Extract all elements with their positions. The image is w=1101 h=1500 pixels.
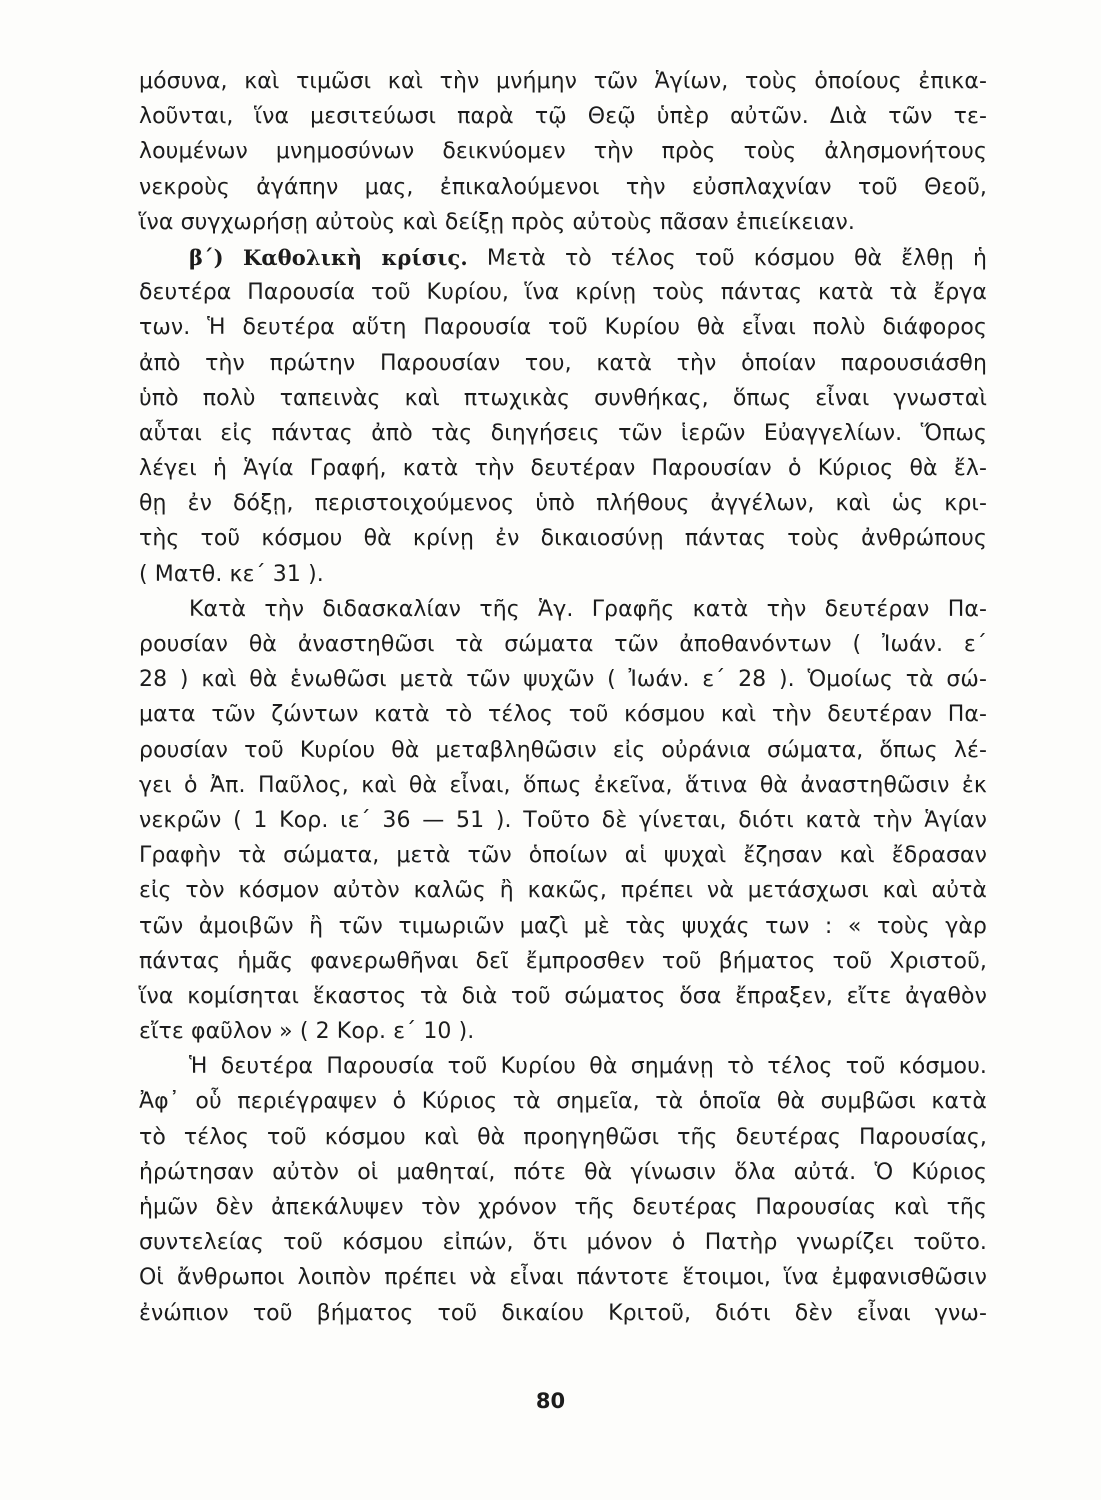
text-line: Κατὰ τὴν διδασκαλίαν τῆς Ἁγ. Γραφῆς κατὰ τὴν δευτέραν Πα- xyxy=(189,596,987,622)
text-line: θῃ ἐν δόξῃ, περιστοιχούμενος ὑπὸ πλήθους ἀγγέλων, καὶ ὡς κρι- xyxy=(139,491,987,517)
text-line: τῶν ἀμοιβῶν ἢ τῶν τιμωριῶν μαζὶ μὲ τὰς ψυχάς των : « τοὺς γὰρ xyxy=(139,913,987,939)
text-line: ματα τῶν ζώντων κατὰ τὸ τέλος τοῦ κόσμου καὶ τὴν δευτέραν Πα- xyxy=(139,702,987,728)
text-line: ἐνώπιον τοῦ βήματος τοῦ δικαίου Κριτοῦ, διότι δὲν εἶναι γνω- xyxy=(139,1300,987,1326)
text-line: νεκροὺς ἀγάπην μας, ἐπικαλούμενοι τὴν εὐσπλαχνίαν τοῦ Θεοῦ, xyxy=(139,174,987,200)
text-line: τὴς τοῦ κόσμου θὰ κρίνῃ ἐν δικαιοσύνῃ πάντας τοὺς ἀνθρώπους xyxy=(139,526,987,552)
text-line: Γραφὴν τὰ σώματα, μετὰ τῶν ὁποίων αἱ ψυχαὶ ἔζησαν καὶ ἔδρασαν xyxy=(139,843,987,869)
text-line: τὸ τέλος τοῦ κόσμου καὶ θὰ προηγηθῶσι τῆς δευτέρας Παρουσίας, xyxy=(139,1124,987,1150)
text-line: Ἡ δευτέρα Παρουσία τοῦ Κυρίου θὰ σημάνῃ τὸ τέλος τοῦ κόσμου. xyxy=(189,1054,987,1080)
text-line: αὗται εἰς πάντας ἀπὸ τὰς διηγήσεις τῶν ἱερῶν Εὐαγγελίων. Ὅπως xyxy=(139,420,987,446)
text-line: εἰς τὸν κόσμον αὐτὸν καλῶς ἢ κακῶς, πρέπει νὰ μετάσχωσι καὶ αὐτὰ xyxy=(139,878,987,904)
text-line: των. Ἡ δευτέρα αὕτη Παρουσία τοῦ Κυρίου θὰ εἶναι πολὺ διάφορος xyxy=(139,315,987,341)
text-line: λέγει ἡ Ἁγία Γραφή, κατὰ τὴν δευτέραν Παρουσίαν ὁ Κύριος θὰ ἔλ- xyxy=(139,456,987,482)
text-line: πάντας ἡμᾶς φανερωθῆναι δεῖ ἔμπροσθεν τοῦ βήματος τοῦ Χριστοῦ, xyxy=(139,948,987,974)
text-line: γει ὁ Ἀπ. Παῦλος, καὶ θὰ εἶναι, ὅπως ἐκεῖνα, ἅτινα θὰ ἀναστηθῶσιν ἐκ xyxy=(139,772,987,798)
text-line: ἵνα κομίσηται ἕκαστος τὰ διὰ τοῦ σώματος ὅσα ἔπραξεν, εἴτε ἀγαθὸν xyxy=(139,983,987,1009)
text-line: ἀπὸ τὴν πρώτην Παρουσίαν του, κατὰ τὴν ὁποίαν παρουσιάσθη xyxy=(139,350,987,376)
text-line: ( Ματθ. κε΄ 31 ). xyxy=(139,561,324,587)
section-heading-rest: Μετὰ τὸ τέλος τοῦ κόσμου θὰ ἔλθῃ ἡ xyxy=(467,245,987,271)
text-line: λουμένων μνημοσύνων δεικνύομεν τὴν πρὸς τοὺς ἀλησμονήτους xyxy=(139,139,987,165)
text-line: Ἀφ᾽ οὗ περιέγραψεν ὁ Κύριος τὰ σημεῖα, τὰ ὁποῖα θὰ συμβῶσι κατὰ xyxy=(139,1089,987,1115)
section-heading: β΄) Καθολικὴ κρίσις. xyxy=(189,244,468,270)
text-line: συντελείας τοῦ κόσμου εἰπών, ὅτι μόνον ὁ Πατὴρ γνωρίζει τοῦτο. xyxy=(139,1230,987,1256)
text-line: μόσυνα, καὶ τιμῶσι καὶ τὴν μνήμην τῶν Ἁγίων, τοὺς ὁποίους ἐπικα- xyxy=(139,69,987,94)
text-line: ρουσίαν τοῦ Κυρίου θὰ μεταβληθῶσιν εἰς οὐράνια σώματα, ὅπως λέ- xyxy=(139,737,987,763)
text-line: 28 ) καὶ θὰ ἑνωθῶσι μετὰ τῶν ψυχῶν ( Ἰωάν. ε΄ 28 ). Ὁμοίως τὰ σώ- xyxy=(139,667,987,693)
text-line: δευτέρα Παρουσία τοῦ Κυρίου, ἵνα κρίνῃ τοὺς πάντας κατὰ τὰ ἔργα xyxy=(139,280,987,306)
text-line: Οἱ ἄνθρωποι λοιπὸν πρέπει νὰ εἶναι πάντοτε ἕτοιμοι, ἵνα ἐμφανισθῶσιν xyxy=(139,1265,987,1291)
text-line: εἴτε φαῦλον » ( 2 Κορ. ε΄ 10 ). xyxy=(139,1019,475,1045)
text-line: λοῦνται, ἵνα μεσιτεύωσι παρὰ τῷ Θεῷ ὑπὲρ αὐτῶν. Διὰ τῶν τε- xyxy=(139,104,987,130)
section-heading-line xyxy=(139,240,987,275)
text-line: νεκρῶν ( 1 Κορ. ιε΄ 36 — 51 ). Τοῦτο δὲ γίνεται, διότι κατὰ τὴν Ἁγίαν xyxy=(139,807,987,833)
text-line: ρουσίαν θὰ ἀναστηθῶσι τὰ σώματα τῶν ἀποθανόντων ( Ἰωάν. ε΄ xyxy=(139,632,987,657)
page-number: 80 xyxy=(535,1389,566,1413)
text-line: ὑπὸ πολὺ ταπεινὰς καὶ πτωχικὰς συνθήκας, ὅπως εἶναι γνωσταὶ xyxy=(139,385,987,411)
text-line: ἡμῶν δὲν ἀπεκάλυψεν τὸν χρόνον τῆς δευτέρας Παρουσίας καὶ τῆς xyxy=(139,1195,987,1220)
body-text xyxy=(139,64,987,1331)
text-line: ἵνα συγχωρήσῃ αὐτοὺς καὶ δείξῃ πρὸς αὐτοὺς πᾶσαν ἐπιείκειαν. xyxy=(139,209,855,235)
text-line: ἠρώτησαν αὐτὸν οἱ μαθηταί, πότε θὰ γίνωσιν ὅλα αὐτά. Ὁ Κύριος xyxy=(139,1159,987,1185)
